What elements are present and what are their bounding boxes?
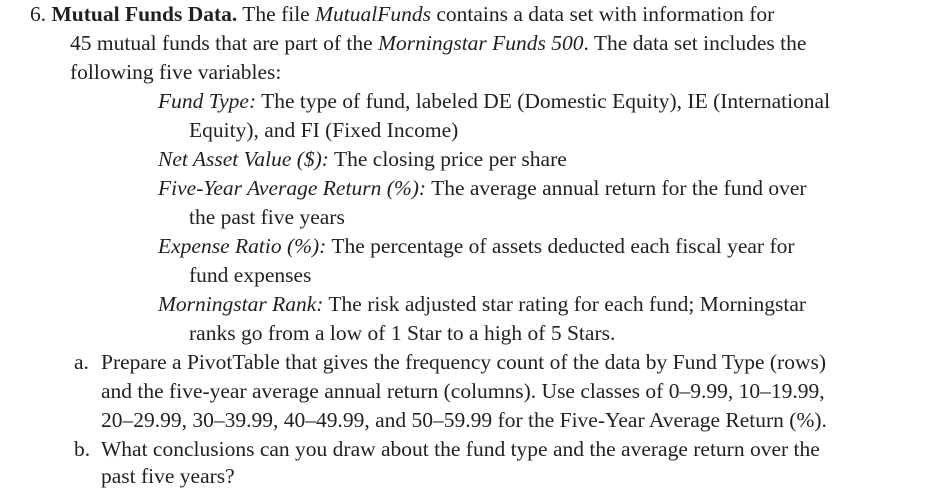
part-b-line-2: past five years?	[101, 464, 235, 488]
variable-name: Expense Ratio (%):	[158, 234, 327, 258]
variable-name: Fund Type:	[158, 89, 257, 113]
source-name: Morningstar Funds 500	[378, 31, 584, 55]
problem-number: 6.	[30, 2, 47, 26]
variable-desc: the past five years	[189, 205, 345, 229]
intro-text-5: following five variables:	[70, 60, 282, 84]
problem-intro-line-2	[70, 29, 806, 58]
variable-fund-type	[158, 87, 830, 116]
variable-desc: Equity), and FI (Fixed Income)	[189, 118, 459, 142]
problem-title: Mutual Funds Data.	[51, 2, 238, 26]
intro-text-3: 45 mutual funds that are part of the	[70, 31, 379, 55]
variable-five-year-return	[158, 174, 807, 203]
variable-desc: The type of fund, labeled DE (Domestic Equity), IE (International	[256, 89, 831, 113]
variable-name: Morningstar Rank:	[158, 292, 324, 316]
problem-intro-line-3	[70, 58, 281, 87]
variable-expense-ratio	[158, 232, 795, 261]
part-a-label: a.	[74, 350, 89, 374]
variable-desc: ranks go from a low of 1 Star to a high of 5 Stars.	[189, 321, 616, 345]
intro-text-1: The file	[237, 2, 316, 26]
part-a-line-1: Prepare a PivotTable that gives the frequency count of the data by Fund Type (rows)	[101, 350, 826, 374]
file-name: MutualFunds	[315, 2, 431, 26]
part-a-line-2: and the five-year average annual return (columns). Use classes of 0–9.99, 10–19.99,	[101, 379, 825, 403]
variable-morningstar-rank-cont	[189, 319, 615, 348]
variable-desc: fund expenses	[189, 263, 312, 287]
variable-desc: The average annual return for the fund over	[426, 176, 807, 200]
variable-five-year-return-cont	[189, 203, 345, 232]
problem-intro-line-1	[30, 0, 774, 29]
variable-expense-ratio-cont	[189, 261, 311, 290]
variable-morningstar-rank	[158, 290, 806, 319]
intro-text-4: . The data set includes the	[583, 31, 807, 55]
intro-text-2: contains a data set with information for	[430, 2, 775, 26]
part-b-label: b.	[74, 437, 91, 461]
variable-desc: The risk adjusted star rating for each fund; Morningstar	[323, 292, 807, 316]
variable-desc: The closing price per share	[328, 147, 567, 171]
variable-desc: The percentage of assets deducted each fiscal year for	[326, 234, 795, 258]
variable-name: Five-Year Average Return (%):	[158, 176, 427, 200]
variable-name: Net Asset Value ($):	[158, 147, 329, 171]
part-a-line-3: 20–29.99, 30–39.99, 40–49.99, and 50–59.99 for the Five-Year Average Return (%).	[101, 408, 827, 432]
part-b-line-1: What conclusions can you draw about the fund type and the average return over the	[101, 437, 820, 461]
variable-fund-type-cont	[189, 116, 458, 145]
variable-net-asset-value	[158, 145, 567, 174]
